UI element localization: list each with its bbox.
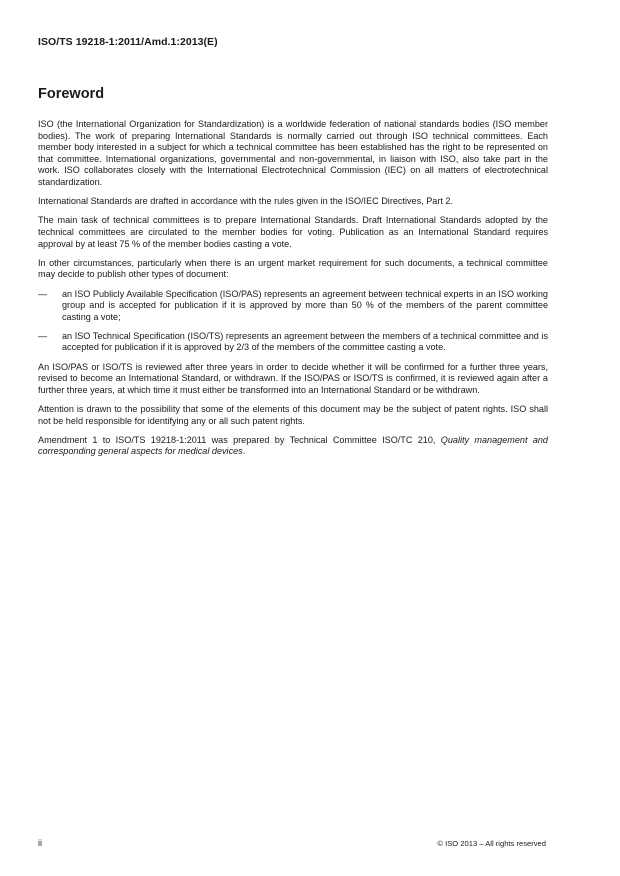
paragraph-review: An ISO/PAS or ISO/TS is reviewed after three years in order to decide whether it will be confirmed for a further three years, revised to become an International Standard, or withdrawn. If the ISO/PAS or ISO/TS is confirmed, it is reviewed again after a further three years, at which time it must either be transformed into an International Standard or be withdrawn. <box>38 361 548 395</box>
page-number: ii <box>38 838 42 848</box>
amendment-text: Amendment 1 to ISO/TS 19218-1:2011 was prepared by Technical Committee ISO/TC 210, <box>38 434 441 445</box>
paragraph-main-task: The main task of technical committees is to prepare International Standards. Draft International Standards adopted by the technical committees are circulated to the member bodies for voting. Publication as an International Standard requires approval by at least 75 % of the member bodies casting a vote. <box>38 215 548 249</box>
document-identifier: ISO/TS 19218-1:2011/Amd.1:2013(E) <box>38 36 218 48</box>
dash-marker: — <box>38 288 48 299</box>
foreword-body <box>38 119 548 466</box>
paragraph-directives: International Standards are drafted in accordance with the rules given in the ISO/IEC Directives, Part 2. <box>38 196 453 207</box>
paragraph-patent: Attention is drawn to the possibility that some of the elements of this document may be the subject of patent rights. ISO shall not be held responsible for identifying any or all such patent rights. <box>38 404 548 426</box>
list-item-text: an ISO Technical Specification (ISO/TS) represents an agreement between the members of a technical committee and is accepted for publication if it is approved by 2/3 of the members of the committee casting a vote. <box>62 330 548 353</box>
dash-marker: — <box>38 330 48 341</box>
paragraph-other-circumstances: In other circumstances, particularly when there is an urgent market requirement for such documents, a technical committee may decide to publish other types of document: <box>38 257 548 280</box>
paragraph-amendment <box>38 435 548 458</box>
copyright-notice: © ISO 2013 – All rights reserved <box>437 839 546 848</box>
paragraph-iso-intro: ISO (the International Organization for Standardization) is a worldwide federation of national standards bodies (ISO member bodies). The work of preparing International Standards is normally carried out through ISO technical committees. Each member body interested in a subject for which a technical committee has been established has the right to be represented on that committee. International organizations, governmental and non-governmental, in liaison with ISO, also take part in the work. ISO collaborates closely with the International Electrotechnical Commission (IEC) on all matters of electrotechnical standardization. <box>38 119 548 187</box>
list-item <box>38 331 548 354</box>
amendment-end: . <box>242 446 246 457</box>
list-item <box>38 289 548 324</box>
page-title: Foreword <box>38 86 105 102</box>
committee-title: Quality management and corresponding general aspects for medical devices <box>38 434 548 457</box>
list-item-text: an ISO Publicly Available Specification (ISO/PAS) represents an agreement between technical experts in an ISO working group and is accepted for publication if it is approved by more than 50 % of the members of the parent committee casting a vote; <box>62 288 548 322</box>
